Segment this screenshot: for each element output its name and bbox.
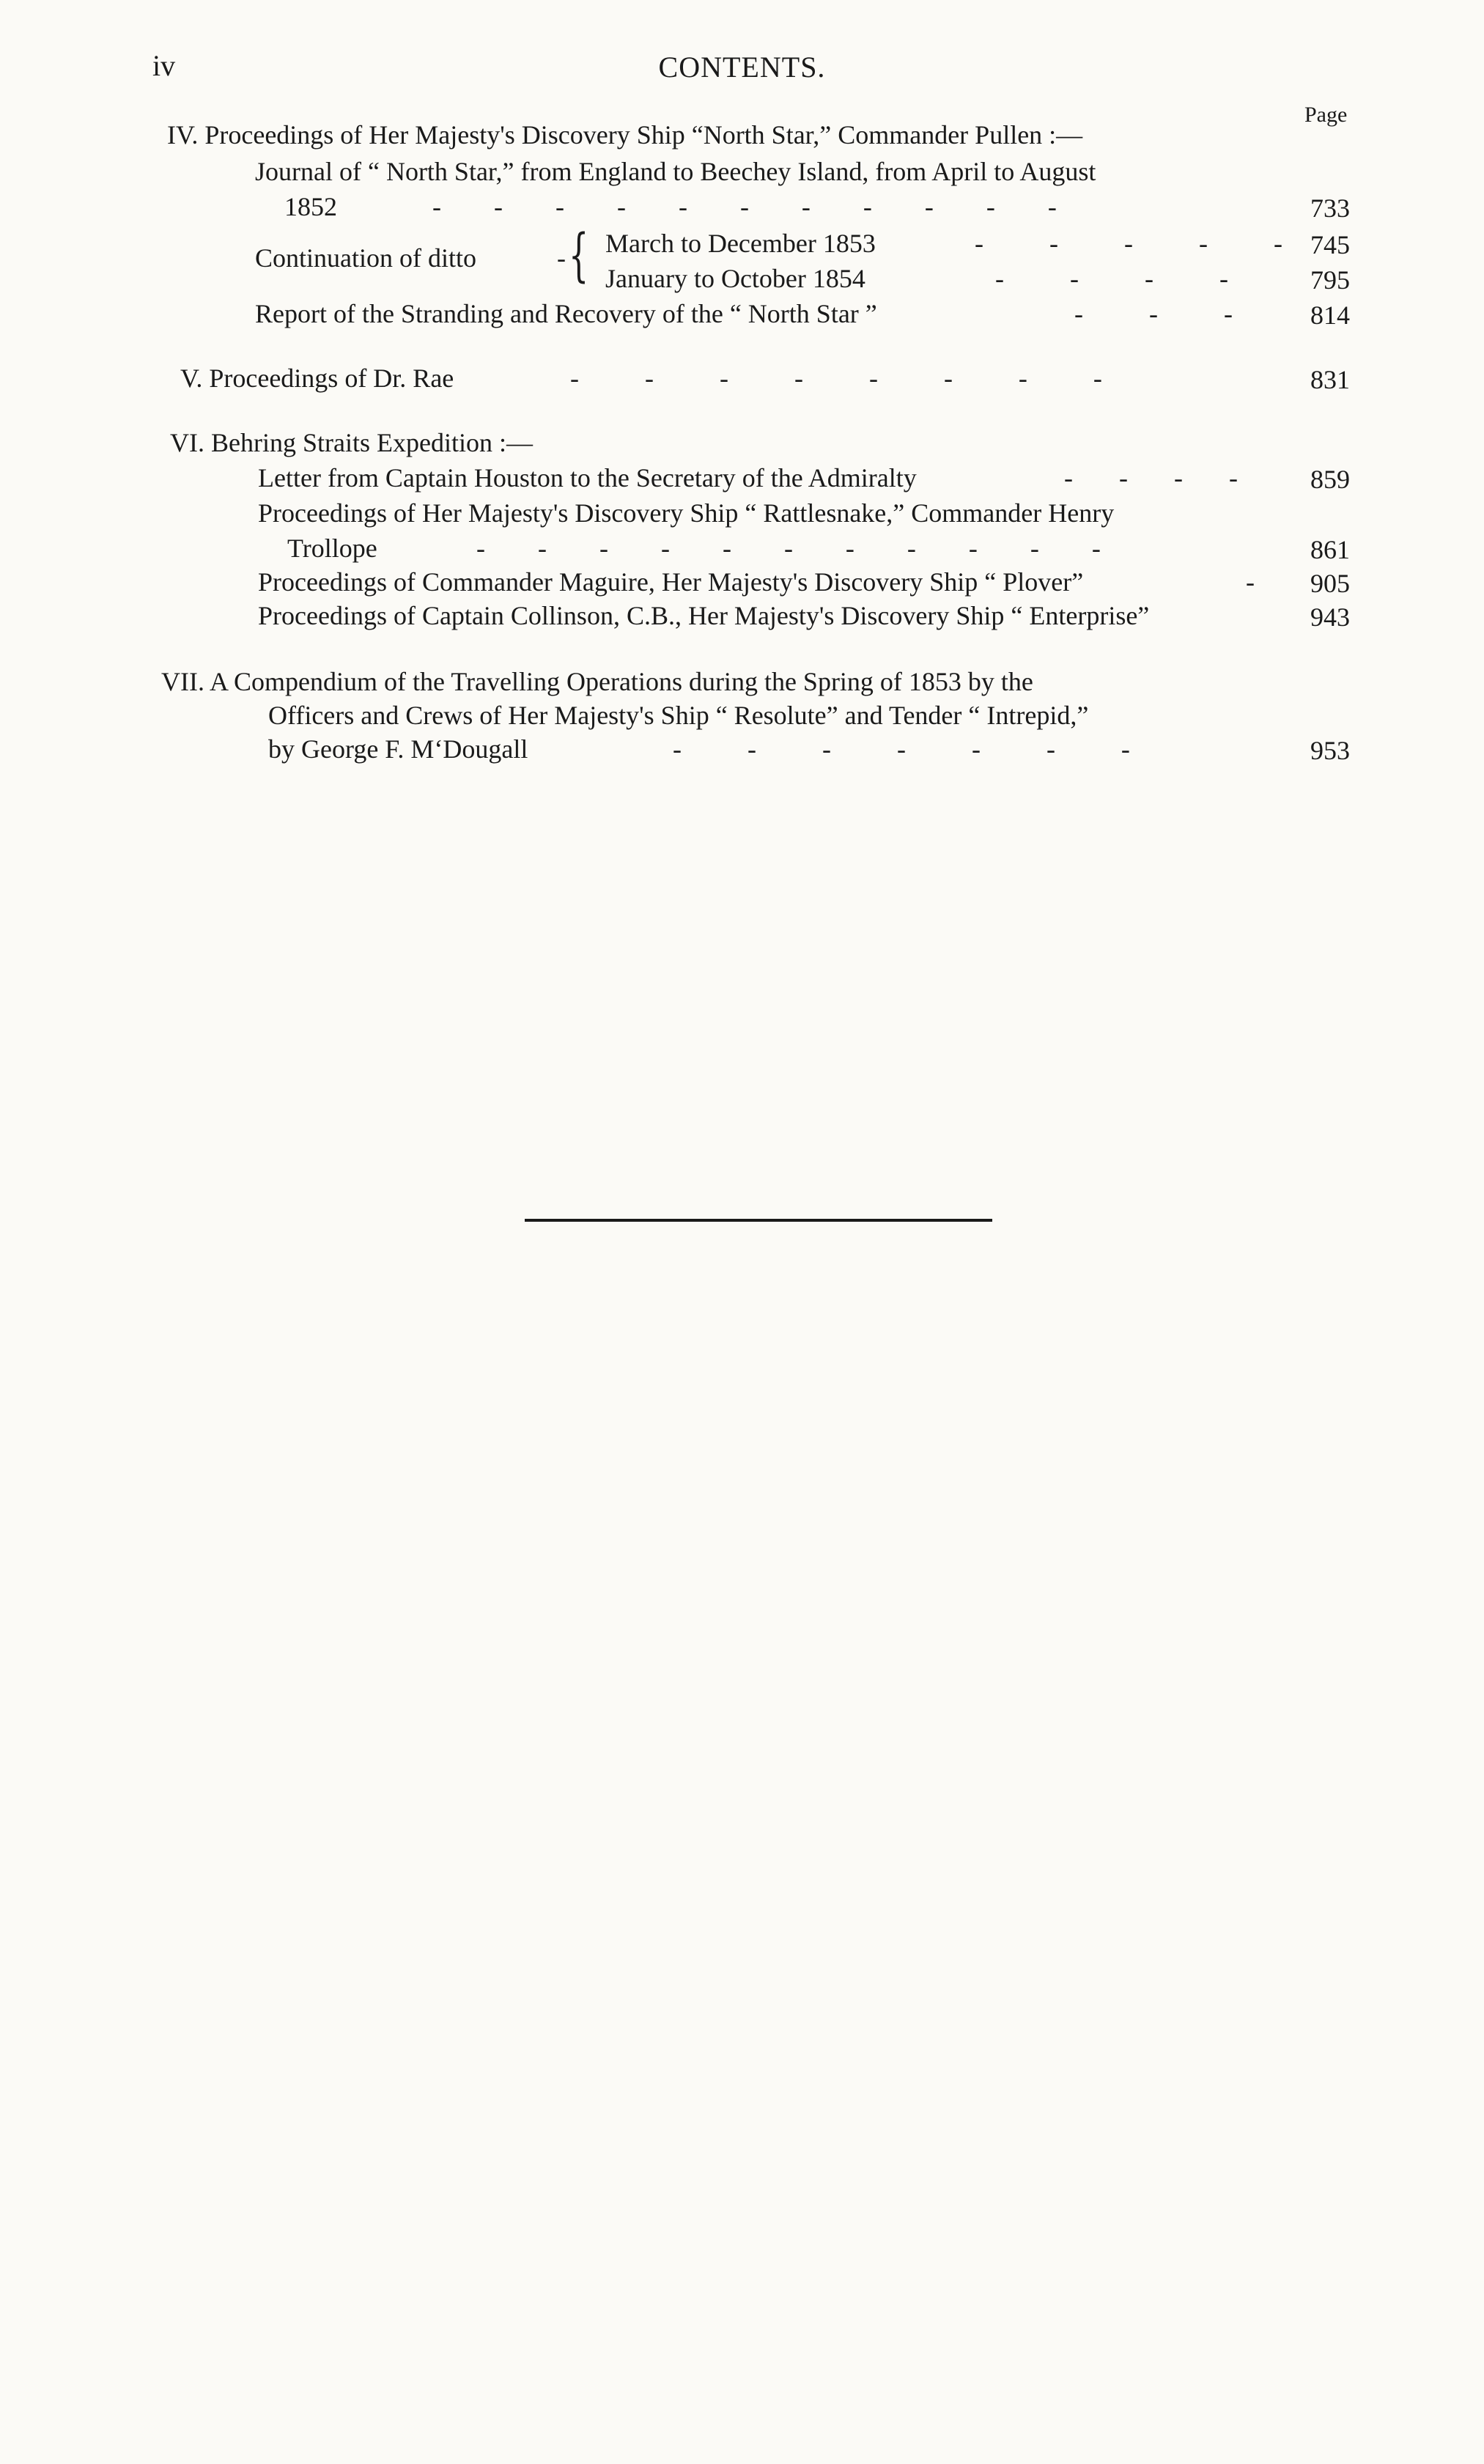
entry-iv-continuation-a: March to December 1853 <box>605 229 876 258</box>
entry-iv-continuation-label: Continuation of ditto <box>255 243 476 273</box>
entry-iv-journal-line1: Journal of “ North Star,” from England to Beechey Island, from April to August <box>255 157 1096 186</box>
leader-dots: - - - <box>1074 299 1233 328</box>
leader-dots: - - - - <box>995 264 1228 293</box>
entry-vi-enterprise: Proceedings of Captain Collinson, C.B., Her Majesty's Discovery Ship “ Enterprise” <box>258 601 1150 630</box>
entry-v-heading: V. Proceedings of Dr. Rae <box>180 364 454 393</box>
entry-v-page: 831 <box>1310 365 1350 394</box>
leader-dots: - - - - - - - - - - - <box>432 192 1057 221</box>
brace-glyph: { <box>569 223 589 289</box>
entry-iv-heading: IV. Proceedings of Her Majesty's Discovery Ship “North Star,” Commander Pullen :— <box>167 120 1083 150</box>
leader-dots: - - - - - - - <box>673 734 1130 764</box>
entry-vi-rattlesnake-page: 861 <box>1310 535 1350 564</box>
entry-vi-enterprise-page: 943 <box>1310 602 1350 632</box>
entry-vi-plover: Proceedings of Commander Maguire, Her Majesty's Discovery Ship “ Plover” <box>258 567 1084 597</box>
entry-iv-continuation-a-page: 745 <box>1310 230 1350 259</box>
leader-dots: - - - - <box>1064 463 1238 493</box>
entry-vi-rattlesnake-line1: Proceedings of Her Majesty's Discovery Ship “ Rattlesnake,” Commander Henry <box>258 498 1115 528</box>
folio-number: iv <box>152 49 176 82</box>
entry-vii-line1: VII. A Compendium of the Travelling Operations during the Spring of 1853 by the <box>161 667 1033 696</box>
leader-dash: - <box>557 243 566 273</box>
running-head: CONTENTS. <box>658 51 826 84</box>
entry-iv-continuation-b: January to October 1854 <box>605 264 865 293</box>
leader-dash: - <box>1246 567 1255 597</box>
entry-iv-journal-page: 733 <box>1310 193 1350 223</box>
page-column-label: Page <box>1304 103 1348 127</box>
entry-iv-report: Report of the Stranding and Recovery of the “ North Star ” <box>255 299 877 328</box>
entry-vi-letter: Letter from Captain Houston to the Secretary of the Admiralty <box>258 463 917 493</box>
entry-iv-journal-line2: 1852 <box>284 192 337 221</box>
entry-iv-report-page: 814 <box>1310 300 1350 330</box>
entry-vii-line3: by George F. M‘Dougall <box>268 734 528 764</box>
leader-dots: - - - - - - - - <box>570 364 1102 393</box>
entry-vii-page: 953 <box>1310 736 1350 765</box>
entry-vi-rattlesnake-line2: Trollope <box>287 534 377 563</box>
entry-iv-continuation-b-page: 795 <box>1310 265 1350 295</box>
leader-dots: - - - - - - - - - - - <box>476 534 1101 563</box>
entry-vi-letter-page: 859 <box>1310 465 1350 494</box>
entry-vi-plover-page: 905 <box>1310 569 1350 598</box>
entry-vi-heading: VI. Behring Straits Expedition :— <box>170 428 533 457</box>
closing-rule <box>525 1219 992 1222</box>
leader-dots: - - - - - <box>975 229 1282 258</box>
entry-vii-line2: Officers and Crews of Her Majesty's Ship “ Resolute” and Tender “ Intrepid,” <box>268 701 1089 730</box>
